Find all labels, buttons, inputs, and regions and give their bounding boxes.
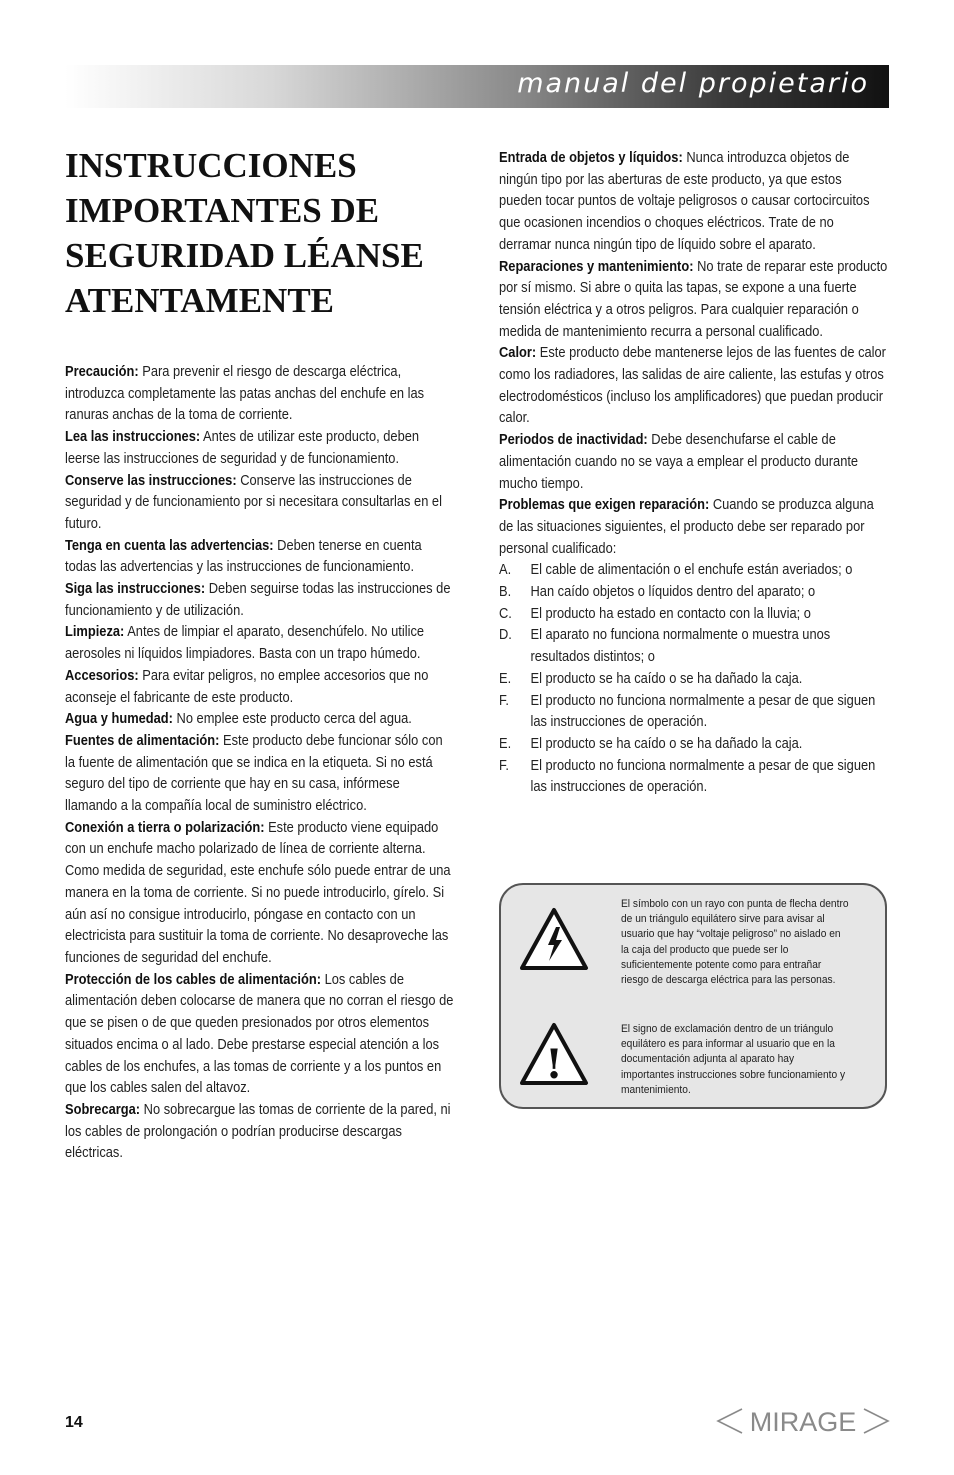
list-letter: A. bbox=[499, 562, 512, 579]
list-text: El producto no funciona normalmente a pesar de que siguen las instrucciones de operación. bbox=[530, 757, 876, 796]
mirage-logo bbox=[716, 1403, 890, 1439]
list-item bbox=[499, 756, 888, 799]
section-text: Antes de utilizar este producto, deben leerse las instrucciones de seguridad y de funcionamiento. bbox=[65, 429, 420, 467]
list-item bbox=[499, 691, 888, 734]
section-text: Este producto debe funcionar sólo con la fuente de alimentación que se indica en la etiqueta. Si no está seguro del tipo de corriente que hay en su casa, infórmese llamando a la compañía local de suministro eléctrico. bbox=[65, 732, 443, 815]
section-periodos-inactividad bbox=[499, 430, 888, 495]
section-accesorios bbox=[65, 666, 454, 709]
list-text: El aparato no funciona normalmente o muestra unos resultados distintos; o bbox=[530, 627, 831, 666]
list-item bbox=[499, 604, 888, 626]
list-letter: D. bbox=[499, 627, 512, 644]
section-conexion-tierra bbox=[65, 818, 454, 970]
section-text: Este producto debe mantenerse lejos de las fuentes de calor como los radiadores, las salidas de aire caliente, las estufas y otros electrodomésticos (incluso los amplificadores) que puedan producir calor. bbox=[499, 345, 886, 427]
section-reparaciones bbox=[499, 257, 888, 344]
list-letter: F. bbox=[499, 757, 510, 774]
section-calor bbox=[499, 343, 888, 430]
section-text: Para prevenir el riesgo de descarga eléctrica, introduzca completamente las patas anchas del enchufe en las ranuras anchas de la toma de corriente. bbox=[65, 364, 425, 424]
section-problemas-reparacion bbox=[499, 495, 888, 560]
list-text: El producto no funciona normalmente a pesar de que siguen las instrucciones de operación. bbox=[530, 692, 876, 731]
header-bar bbox=[65, 65, 889, 108]
section-text: Cuando se produzca alguna de las situaciones siguientes, el producto debe ser reparado por personal cualificado: bbox=[499, 497, 874, 557]
list-text: El producto se ha caído o se ha dañado la caja. bbox=[530, 670, 803, 687]
section-fuentes-alimentacion bbox=[65, 731, 454, 818]
list-letter: F. bbox=[499, 692, 510, 709]
list-item bbox=[499, 560, 888, 582]
section-term: Sobrecarga: bbox=[65, 1101, 141, 1118]
list-text: Han caído objetos o líquidos dentro del aparato; o bbox=[530, 584, 816, 601]
list-letter: E. bbox=[499, 735, 512, 752]
section-entrada-objetos bbox=[499, 148, 888, 257]
list-item bbox=[499, 734, 888, 756]
lightning-warning-text: El símbolo con un rayo con punta de flecha dentro de un triángulo equilátero sirve para avisar al usuario que hay “voltaje peligroso” no aislado en la caja del producto que puede ser lo suficientemente potente como para entrañar riesgo de descarga eléctrica para las personas. bbox=[621, 898, 849, 987]
section-term: Fuentes de alimentación: bbox=[65, 732, 220, 749]
section-limpieza bbox=[65, 622, 454, 665]
section-term: Protección de los cables de alimentación: bbox=[65, 971, 321, 988]
left-column bbox=[65, 362, 454, 1165]
section-text: Conserve las instrucciones de seguridad y de funcionamiento por si necesitara consultarlas en el futuro. bbox=[65, 472, 442, 532]
section-text: Antes de limpiar el aparato, desenchúfelo. No utilice aerosoles ni líquidos limpiadores. Basta con un trapo húmedo. bbox=[65, 624, 425, 663]
section-text: Deben tenerse en cuenta todas las advertencias y las instrucciones de funcionamiento. bbox=[65, 537, 422, 576]
section-term: Calor: bbox=[499, 345, 537, 362]
section-term: Agua y humedad: bbox=[65, 711, 173, 728]
list-item bbox=[499, 669, 888, 691]
section-text: Deben seguirse todas las instrucciones de funcionamiento y de utilización. bbox=[65, 581, 451, 619]
right-column bbox=[499, 148, 888, 799]
section-sobrecarga bbox=[65, 1100, 454, 1165]
section-text: No trate de reparar este producto por sí mismo. Si abre o quita las tapas, se expone a una fuerte tensión eléctrica y a otros peligros. Para cualquier reparación o medida de mantenimiento recurra a personal cualificado. bbox=[499, 258, 888, 340]
exclamation-warning-text: El signo de exclamación dentro de un triángulo equilátero es para informar al usuario que en la documentación adjunta al aparato hay importantes instrucciones sobre funcionamiento y mantenimiento. bbox=[621, 1023, 846, 1096]
section-term: Reparaciones y mantenimiento: bbox=[499, 258, 694, 275]
exclamation-glyph: ! bbox=[545, 1041, 563, 1086]
list-text: El producto ha estado en contacto con la lluvia; o bbox=[530, 605, 811, 622]
section-term: Conexión a tierra o polarización: bbox=[65, 819, 265, 836]
lightning-warning-icon bbox=[519, 907, 589, 971]
section-conserve-instrucciones bbox=[65, 471, 454, 536]
header-title: manual del propietario bbox=[517, 68, 869, 99]
list-letter: C. bbox=[499, 605, 512, 622]
section-text: Debe desenchufarse el cable de alimentación cuando no se vaya a emplear el producto durante mucho tiempo. bbox=[499, 432, 859, 492]
section-term: Siga las instrucciones: bbox=[65, 581, 206, 598]
page-title: INSTRUCCIONES IMPORTANTES DE SEGURIDAD LÉANSE ATENTAMENTE bbox=[65, 146, 424, 320]
brand-name: MIRAGE bbox=[749, 1407, 857, 1437]
section-text: Para evitar peligros, no emplee accesorios que no aconseje el fabricante de este producto. bbox=[65, 667, 429, 706]
section-agua-humedad bbox=[65, 709, 454, 731]
section-term: Tenga en cuenta las advertencias: bbox=[65, 537, 274, 554]
section-term: Problemas que exigen reparación: bbox=[499, 497, 710, 514]
section-proteccion-cables bbox=[65, 970, 454, 1100]
list-text: El cable de alimentación o el enchufe están averiados; o bbox=[530, 562, 853, 579]
section-advertencias bbox=[65, 536, 454, 579]
section-text: No sobrecargue las tomas de corriente de la pared, ni los cables de prolongación o podrían producirse descargas eléctricas. bbox=[65, 1101, 451, 1162]
page-number: 14 bbox=[65, 1414, 83, 1431]
section-term: Entrada de objetos y líquidos: bbox=[499, 150, 683, 166]
section-siga-instrucciones bbox=[65, 579, 454, 622]
section-text: No emplee este producto cerca del agua. bbox=[172, 711, 412, 728]
exclamation-warning-icon bbox=[519, 1022, 589, 1086]
section-text: Este producto viene equipado con un enchufe macho polarizado de línea de corriente alterna. Como medida de seguridad, este enchufe sólo puede entrar de una manera en la toma de corriente. Si no puede introducirlo, gírelo. Si aún así no consigue introducirlo, póngase en contacto con un electricista para sustituir la toma de corriente. No desaproveche las funciones de seguridad del enchufe. bbox=[65, 819, 451, 966]
list-item bbox=[499, 582, 888, 604]
section-text: Los cables de alimentación deben colocarse de manera que no corran el riesgo de que se pisen o de que queden presionados por otros elementos situados encima o al lado. Debe prestarse especial atención a los cables de los enchufes, a las tomas de corriente y a los puntos en que los cables salen del altavoz. bbox=[65, 971, 454, 1097]
list-item bbox=[499, 625, 888, 668]
repair-list bbox=[499, 560, 888, 799]
list-text: El producto se ha caído o se ha dañado la caja. bbox=[530, 735, 803, 752]
section-text: Nunca introduzca objetos de ningún tipo por las aberturas de este producto, ya que estos pueden tocar puntos de voltaje peligrosos o causar cortocircuitos que ocasionen incendios o choques eléctricos. Trate de no derramar nunca ningún tipo de líquido sobre el aparato. bbox=[499, 150, 870, 253]
section-term: Conserve las instrucciones: bbox=[65, 472, 237, 489]
warning-box bbox=[499, 883, 887, 1109]
section-term: Lea las instrucciones: bbox=[65, 429, 201, 446]
section-lea-instrucciones bbox=[65, 427, 454, 470]
section-term: Accesorios: bbox=[65, 667, 139, 684]
section-term: Limpieza: bbox=[65, 624, 125, 641]
list-letter: B. bbox=[499, 584, 512, 601]
section-term: Periodos de inactividad: bbox=[499, 432, 648, 449]
section-term: Precaución: bbox=[65, 364, 139, 380]
section-precaucion bbox=[65, 362, 454, 427]
list-letter: E. bbox=[499, 670, 512, 687]
